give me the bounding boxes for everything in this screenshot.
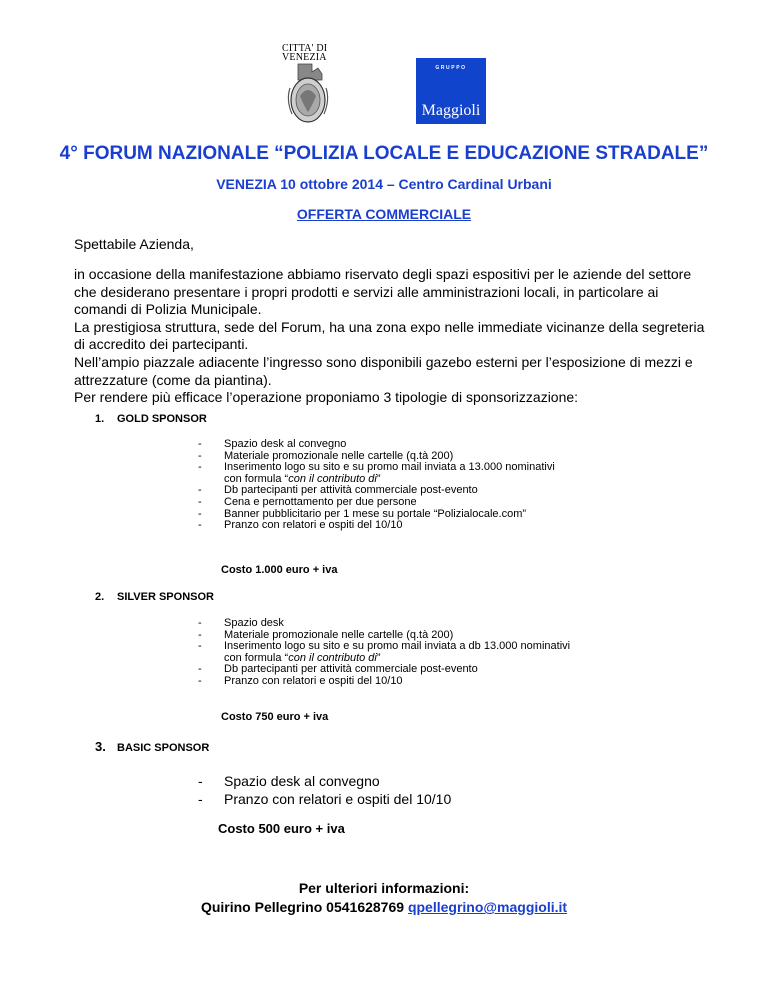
intro-paragraph: La prestigiosa struttura, sede del Forum, ha una zona expo nelle immediate vicinanze della segreteria di accredito dei partecipanti. — [74, 318, 705, 353]
logo-caption-line-2: VENEZIA — [282, 52, 327, 63]
logo-caption-line-1: CITTA' DI — [282, 43, 328, 54]
contact-name-phone: Quirino Pellegrino 0541628769 — [200, 899, 408, 915]
silver-sponsor-list — [198, 618, 618, 688]
list-item: - Pranzo con relatori e ospiti del 10/10 — [198, 520, 618, 532]
section-title: GOLD SPONSOR — [117, 413, 207, 425]
intro-text — [74, 266, 714, 407]
section-number: 1. — [95, 413, 105, 425]
list-item: - Banner pubblicitario per 1 mese su portale “Polizialocale.com” — [198, 509, 618, 521]
gruppo-maggioli-logo — [416, 58, 486, 124]
item-text: Inserimento logo su sito e su promo mail inviata a db 13.000 nominativi — [224, 640, 571, 653]
logo-maggioli-text: Maggioli — [421, 102, 481, 119]
intro-paragraph: Nell’ampio piazzale adiacente l’ingresso sono disponibili gazebo esterni per l’esposizione di mezzi e attrezzature (come da piantina). — [74, 353, 693, 388]
basic-sponsor-heading — [95, 739, 209, 754]
basic-sponsor-list — [198, 772, 618, 808]
list-item: - Spazio desk al convegno — [198, 772, 618, 790]
formula-prefix: con formula “ — [224, 651, 289, 664]
list-item: - Materiale promozionale nelle cartelle (q.tà 200) — [198, 451, 618, 463]
list-item: - Materiale promozionale nelle cartelle (q.tà 200) — [198, 630, 618, 642]
formula-emphasis: con il contributo di — [288, 472, 377, 485]
section-title: SILVER SPONSOR — [117, 591, 214, 603]
logo-gruppo-text: GRUPPO — [435, 65, 467, 71]
contact-email-link[interactable]: qpellegrino@maggioli.it — [407, 899, 568, 915]
section-number: 3. — [95, 739, 106, 754]
list-item: - Db partecipanti per attività commerciale post-evento — [198, 664, 618, 676]
gold-sponsor-heading — [95, 413, 207, 425]
list-item: - Pranzo con relatori e ospiti del 10/10 — [198, 676, 618, 688]
formula-suffix: ” — [376, 472, 381, 485]
contact-line — [0, 898, 768, 917]
formula-suffix: ” — [376, 651, 381, 664]
offer-heading: OFFERTA COMMERCIALE — [296, 206, 472, 222]
section-title: BASIC SPONSOR — [117, 742, 210, 754]
item-text: Inserimento logo su sito e su promo mail inviata a 13.000 nominativi — [224, 461, 555, 474]
list-item: - Db partecipanti per attività commerciale post-evento — [198, 485, 618, 497]
event-subtitle: VENEZIA 10 ottobre 2014 – Centro Cardinal Urbani — [216, 176, 552, 192]
citta-di-venezia-logo — [276, 44, 340, 128]
intro-paragraph: Per rendere più efficace l’operazione proponiamo 3 tipologie di sponsorizzazione: — [74, 389, 579, 406]
gold-sponsor-list — [198, 439, 618, 532]
list-item: - Pranzo con relatori e ospiti del 10/10 — [198, 790, 618, 808]
forum-title: 4° FORUM NAZIONALE “POLIZIA LOCALE E EDUCAZIONE STRADALE” — [59, 143, 709, 164]
section-number: 2. — [95, 591, 105, 603]
list-item: - Spazio desk — [198, 618, 618, 630]
venezia-lion-crest-icon — [276, 44, 340, 128]
silver-sponsor-cost: Costo 750 euro + iva — [221, 711, 329, 723]
basic-sponsor-cost: Costo 500 euro + iva — [218, 821, 345, 836]
intro-paragraph: in occasione della manifestazione abbiamo riservato degli spazi espositivi per le aziende del settore che desiderano presentare i propri prodotti e servizi alle amministrazioni locali, in particolare ai comandi di Polizia Municipale. — [74, 266, 692, 318]
contact-heading: Per ulteriori informazioni: — [298, 880, 470, 896]
list-item — [198, 641, 618, 664]
silver-sponsor-heading — [95, 591, 214, 603]
gold-sponsor-cost: Costo 1.000 euro + iva — [221, 564, 338, 576]
list-item: - Cena e pernottamento per due persone — [198, 497, 618, 509]
list-item: - Spazio desk al convegno — [198, 439, 618, 451]
formula-prefix: con formula “ — [224, 472, 289, 485]
greeting: Spettabile Azienda, — [74, 236, 194, 252]
list-item — [198, 462, 618, 485]
formula-emphasis: con il contributo di — [288, 651, 377, 664]
